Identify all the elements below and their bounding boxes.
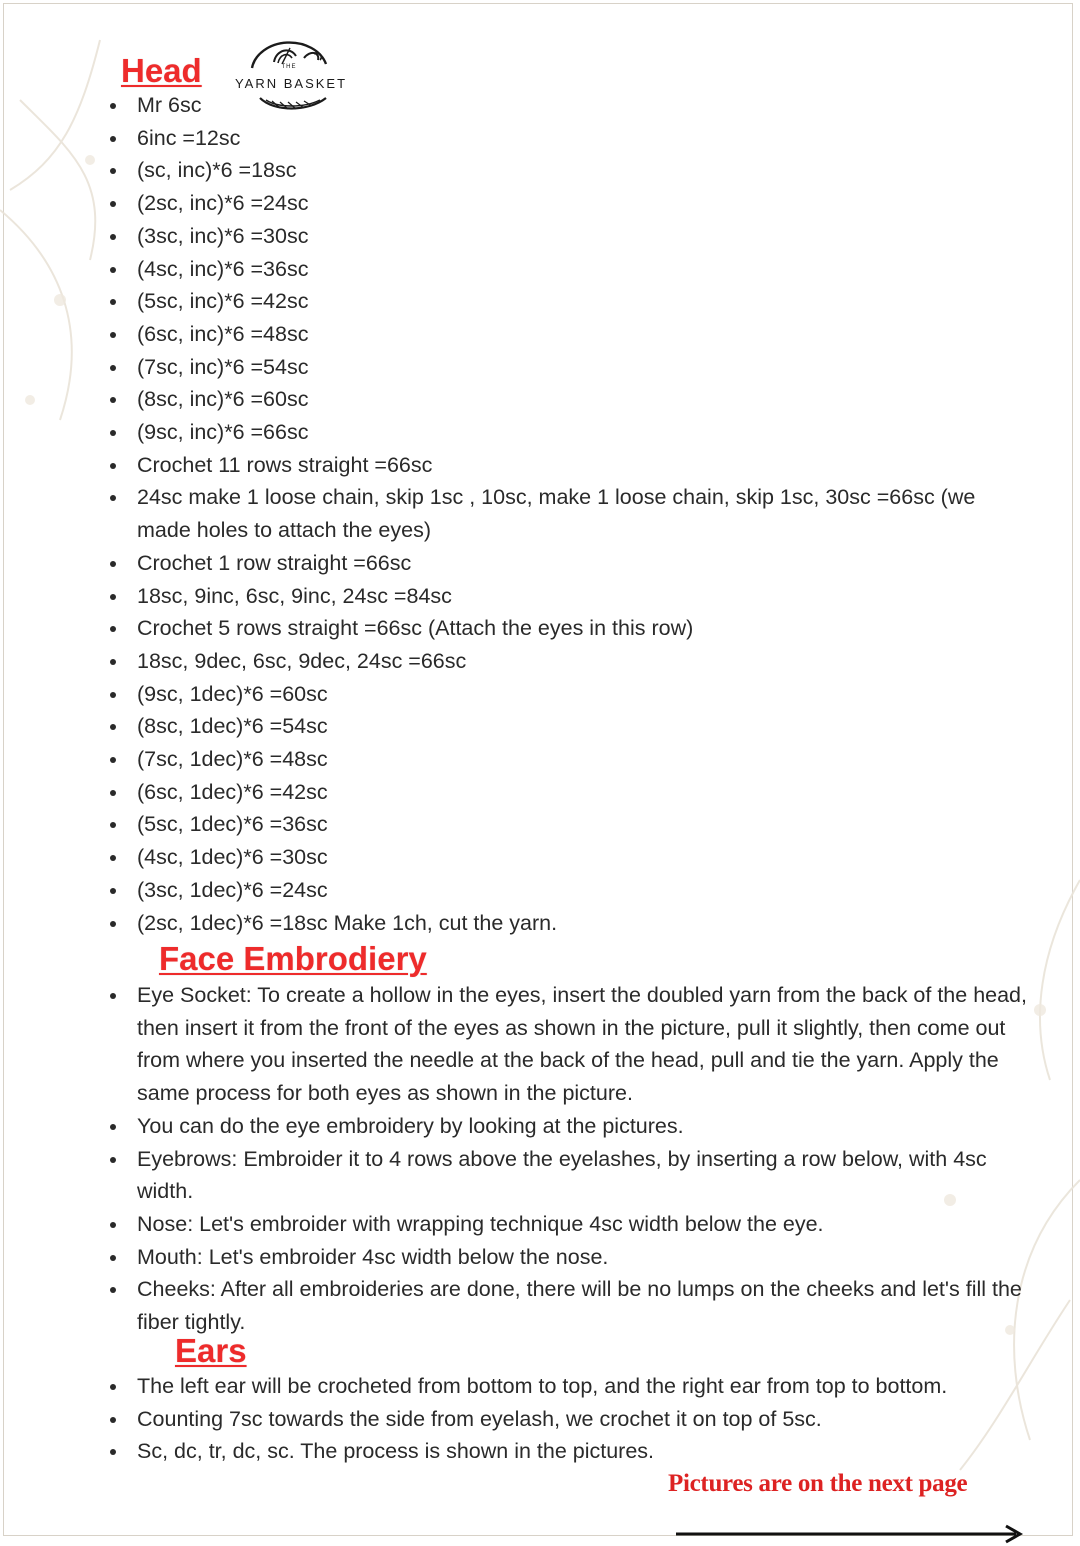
list-item: Crochet 5 rows straight =66sc (Attach the eyes in this row) — [110, 612, 1010, 645]
list-item: (7sc, 1dec)*6 =48sc — [110, 743, 1010, 776]
face-steps-list — [110, 979, 1030, 1339]
list-item: 6inc =12sc — [110, 122, 1010, 155]
list-item: (4sc, 1dec)*6 =30sc — [110, 841, 1010, 874]
list-item: Cheeks: After all embroideries are done, there will be no lumps on the cheeks and let's fill the fiber tightly. — [110, 1273, 1030, 1338]
list-item: (8sc, inc)*6 =60sc — [110, 383, 1010, 416]
list-item: The left ear will be crocheted from bottom to top, and the right ear from top to bottom. — [110, 1370, 1070, 1403]
list-item: Counting 7sc towards the side from eyelash, we crochet it on top of 5sc. — [110, 1403, 1070, 1436]
list-item: 24sc make 1 loose chain, skip 1sc , 10sc, make 1 loose chain, skip 1sc, 30sc =66sc (we made holes to attach the eyes) — [110, 481, 1010, 546]
list-item: (3sc, 1dec)*6 =24sc — [110, 874, 1010, 907]
list-item: You can do the eye embroidery by looking at the pictures. — [110, 1110, 1030, 1143]
list-item: Mouth: Let's embroider 4sc width below the nose. — [110, 1241, 1030, 1274]
list-item: (2sc, 1dec)*6 =18sc Make 1ch, cut the yarn. — [110, 907, 1010, 940]
list-item: (9sc, 1dec)*6 =60sc — [110, 678, 1010, 711]
list-item: Sc, dc, tr, dc, sc. The process is shown in the pictures. — [110, 1435, 1070, 1468]
list-item: (6sc, inc)*6 =48sc — [110, 318, 1010, 351]
list-item: (4sc, inc)*6 =36sc — [110, 253, 1010, 286]
list-item: Crochet 11 rows straight =66sc — [110, 449, 1010, 482]
logo-text: YARN BASKET — [234, 76, 348, 91]
list-item: 18sc, 9inc, 6sc, 9inc, 24sc =84sc — [110, 580, 1010, 613]
ears-section-title: Ears — [175, 1332, 247, 1369]
list-item: Mr 6sc — [110, 89, 1010, 122]
right-arrow-icon — [676, 1522, 1026, 1546]
list-item: (sc, inc)*6 =18sc — [110, 154, 1010, 187]
head-steps-list — [110, 89, 1010, 939]
list-item: (3sc, inc)*6 =30sc — [110, 220, 1010, 253]
list-item: (7sc, inc)*6 =54sc — [110, 351, 1010, 384]
list-item: (5sc, 1dec)*6 =36sc — [110, 808, 1010, 841]
list-item: (5sc, inc)*6 =42sc — [110, 285, 1010, 318]
list-item: Eyebrows: Embroider it to 4 rows above the eyelashes, by inserting a row below, with 4sc width. — [110, 1143, 1030, 1208]
face-embroidery-section-title: Face Embrodiery — [159, 940, 427, 977]
list-item: 18sc, 9dec, 6sc, 9dec, 24sc =66sc — [110, 645, 1010, 678]
list-item: (9sc, inc)*6 =66sc — [110, 416, 1010, 449]
list-item: (2sc, inc)*6 =24sc — [110, 187, 1010, 220]
list-item: (8sc, 1dec)*6 =54sc — [110, 710, 1010, 743]
head-section-title: Head — [121, 52, 202, 89]
list-item: Eye Socket: To create a hollow in the eyes, insert the doubled yarn from the back of the head, then insert it from the front of the eyes as shown in the picture, pull it slightly, then come out from where you inserted the needle at the back of the head, pull and tie the yarn. Apply the same process for both eyes as shown in the picture. — [110, 979, 1030, 1110]
next-page-note: Pictures are on the next page — [668, 1470, 968, 1497]
list-item: (6sc, 1dec)*6 =42sc — [110, 776, 1010, 809]
logo-small-text: THE — [281, 64, 297, 70]
list-item: Nose: Let's embroider with wrapping technique 4sc width below the eye. — [110, 1208, 1030, 1241]
list-item: Crochet 1 row straight =66sc — [110, 547, 1010, 580]
ears-steps-list — [110, 1370, 1070, 1468]
